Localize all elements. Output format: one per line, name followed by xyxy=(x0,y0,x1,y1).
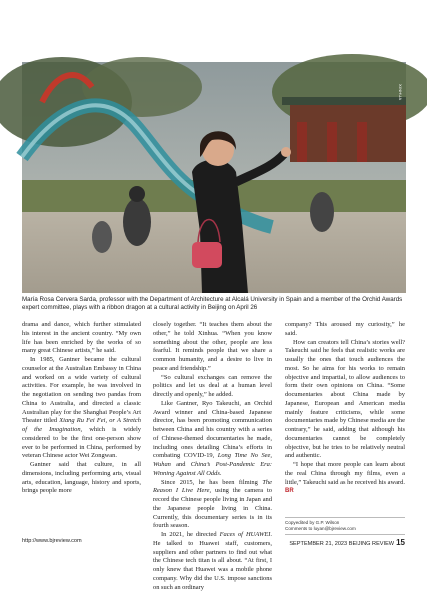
photo-credit: XINHUA xyxy=(398,84,403,101)
paragraph: Since 2015, he has been filming The Reason I Live Here, using the camera to record the Chinese people living in Japan and the Japanese people living in China. Currently, this documentary series is in its fourth season. xyxy=(153,478,272,530)
paragraph: Like Gantner, Ryo Takeuchi, an Orchid Award winner and China-based Japanese director, has been promoting communication between China and his country with a series of Chinese-themed documentaries he made, including ones detailing China’s efforts in combating COVID-19, Long Time No See, Wuhan and China’s Post-Pandemic Era: Winning Against All Odds. xyxy=(153,399,273,477)
end-mark: BR xyxy=(285,488,294,495)
article-column-2 xyxy=(153,321,272,592)
photo-scene xyxy=(22,62,406,293)
paragraph: “I hope that more people can learn about the real China through my films, even a little,” Takeuchi said as he received his award. BR xyxy=(285,461,405,495)
paragraph: Gantner said that culture, in all dimensions, including performing arts, visual arts, education, language, history and sports, brings people more xyxy=(22,461,141,495)
film-title: The Reason I Live Here xyxy=(153,478,272,495)
comments-email: Comments to luyan@bjreview.com xyxy=(285,526,356,531)
play-title: Xiang Ru Fei Fei, or A Stretch of the Imagination xyxy=(22,417,141,433)
film-title: Long Time No See, Wuhan xyxy=(153,452,273,468)
paragraph: In 1985, Gantner became the cultural counselor at the Australian Embassy in China and worked on a wide variety of cultural activities. For example, he was involved in the negotiation on sending two pandas from China to Australia, and directed a classic Australian play for the Shanghai People’s Art Theater titled Xiang Ru Fei Fei, or A Stretch of the Imagination, which is widely considered to be the first one-person show ever to be performed in China, performed by veteran Chinese actor Wei Zongwan. xyxy=(22,356,142,460)
paragraph: drama and dance, which further stimulated his interest in the ancient country. “My own life has been enriched by the works of so many great Chinese artists,” he said. xyxy=(22,321,141,355)
article-photo xyxy=(22,62,406,293)
footer-url: http://www.bjreview.com xyxy=(22,538,82,544)
paragraph: How can creators tell China’s stories well? Takeuchi said he feels that realistic works are usually the ones that touch audiences the most. So he aims for his works to remain objective and impartial, to allow audiences to form their own opinions on China. “Some documentaries about China made by Japanese, European and American media mainly feature criticisms, while some documentaries made by Chinese media are the contrary,” he said, adding that although his documentaries cannot be completely objective, but he tries to be relatively neutral and authentic. xyxy=(285,338,405,460)
film-title: Faces of HUAWEI xyxy=(219,531,271,538)
copyedit-credits xyxy=(285,517,405,535)
photo-caption: María Rosa Cervera Sarda, professor with the Department of Architecture at Alcalá University in Spain and a member of the Orchid Awards expert committee, plays with a ribbon dragon at a cultural activity in Beijing on April 26 xyxy=(22,296,403,311)
footer-issue: SEPTEMBER 21, 2023 BEIJING REVIEW 15 xyxy=(289,538,405,547)
page-number: 15 xyxy=(396,538,405,547)
copyeditor-line: Copyedited by G.P. Wilson xyxy=(285,520,340,525)
paragraph: “So cultural exchanges can remove the politics and let us deal at a human level directly and openly,” he added. xyxy=(153,373,272,398)
paragraph: In 2021, he directed Faces of HUAWEI. He talked to Huawei staff, customers, suppliers and other partners to find out what the Chinese tech titan is all about. “At first, I only knew that Huawei was a mobile phone company. Why did the U.S. impose sanctions on such an ordinary xyxy=(153,531,273,591)
film-title: China’s Post-Pandemic Era: Winning Against All Odds xyxy=(153,461,272,477)
article-column-1 xyxy=(22,321,141,496)
paragraph: closely together. “It teaches them about the other,” he told Xinhua. “When you know something about the other, people are less fearful. It reminds people that we share a common humanity, and a desire to live in peace and friendship.” xyxy=(153,321,272,372)
article-column-3 xyxy=(285,321,405,496)
paragraph: company? This aroused my curiosity,” he said. xyxy=(285,321,405,337)
